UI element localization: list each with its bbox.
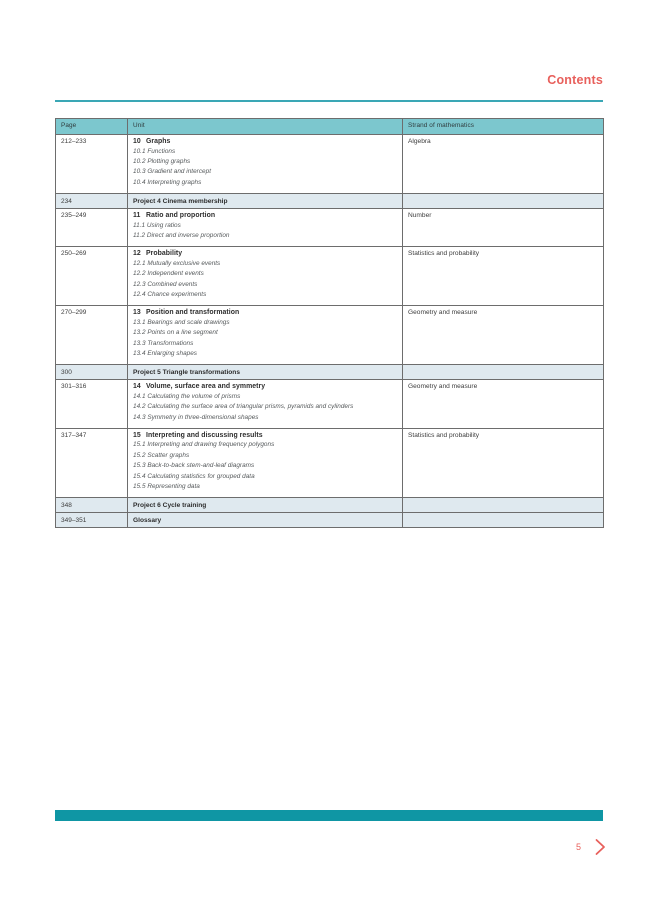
subsection-item: 15.4 Calculating statistics for grouped data: [133, 472, 255, 480]
unit-title: 14 Volume, surface area and symmetry: [133, 383, 266, 391]
table-row: [56, 428, 604, 497]
unit-title: 13 Position and transformation: [133, 309, 240, 317]
cell-strand: Statistics and probability: [403, 428, 604, 497]
subsection-item: 12.2 Independent events: [133, 270, 204, 278]
subsection-item: 10.1 Functions: [133, 147, 176, 155]
cell-page-range: 250–269: [56, 247, 128, 306]
unit-number: 10: [133, 138, 141, 145]
project-title: Project 5 Triangle transformations: [133, 368, 240, 376]
cell-unit: [128, 513, 403, 528]
cell-strand: [403, 365, 604, 380]
cell-page-range: 234: [56, 194, 128, 209]
table-header: [56, 119, 604, 135]
cell-strand: Number: [403, 209, 604, 247]
cell-unit: [128, 428, 403, 497]
subsection-item: 10.3 Gradient and intercept: [133, 168, 211, 176]
page-number: 5: [575, 841, 581, 852]
cell-page-range: 212–233: [56, 135, 128, 194]
cell-page-range: 235–249: [56, 209, 128, 247]
table-row: [56, 498, 604, 513]
cell-page-range: 317–347: [56, 428, 128, 497]
subsection-item: 14.1 Calculating the volume of prisms: [133, 392, 241, 400]
cell-strand: [403, 194, 604, 209]
table-row: [56, 247, 604, 306]
chevron-right-icon[interactable]: [594, 838, 607, 856]
subsection-item: 13.1 Bearings and scale drawings: [133, 318, 230, 326]
footer-navigation: [576, 838, 607, 856]
cell-unit: [128, 380, 403, 429]
cell-strand: Geometry and measure: [403, 380, 604, 429]
subsection-list: [133, 221, 398, 242]
unit-title: 15 Interpreting and discussing results: [133, 431, 263, 439]
table-header-row: [56, 119, 604, 135]
cell-unit: [128, 306, 403, 365]
table-row: [56, 306, 604, 365]
column-header-page: Page: [56, 119, 128, 135]
project-title: Project 6 Cycle training: [133, 501, 207, 509]
subsection-item: 13.2 Points on a line segment: [133, 329, 218, 337]
subsection-item: 10.2 Plotting graphs: [133, 157, 191, 165]
subsection-item: 12.1 Mutually exclusive events: [133, 259, 221, 267]
unit-number: 11: [133, 212, 141, 219]
table-row: [56, 513, 604, 528]
subsection-item: 10.4 Interpreting graphs: [133, 178, 202, 186]
subsection-item: 15.3 Back-to-back stem-and-leaf diagrams: [133, 462, 255, 470]
subsection-item: 15.1 Interpreting and drawing frequency polygons: [133, 441, 275, 449]
cell-strand: [403, 498, 604, 513]
cell-page-range: 349–351: [56, 513, 128, 528]
cell-unit: [128, 209, 403, 247]
cell-strand: Algebra: [403, 135, 604, 194]
subsection-list: [133, 392, 398, 423]
project-title: Project 4 Cinema membership: [133, 197, 228, 205]
table-row: [56, 380, 604, 429]
table-row: [56, 365, 604, 380]
subsection-item: 12.3 Combined events: [133, 280, 198, 288]
subsection-item: 11.1 Using ratios: [133, 221, 181, 229]
subsection-item: 13.4 Enlarging shapes: [133, 349, 198, 357]
cell-strand: Geometry and measure: [403, 306, 604, 365]
column-header-strand: Strand of mathematics: [403, 119, 604, 135]
cell-strand: Statistics and probability: [403, 247, 604, 306]
subsection-item: 14.3 Symmetry in three-dimensional shapes: [133, 413, 259, 421]
cell-page-range: 301–316: [56, 380, 128, 429]
cell-page-range: 270–299: [56, 306, 128, 365]
footer-bar: [55, 810, 603, 821]
unit-title: 12 Probability: [133, 250, 183, 258]
subsection-list: [133, 147, 398, 189]
cell-unit: [128, 247, 403, 306]
project-title: Glossary: [133, 516, 162, 524]
column-header-unit: Unit: [128, 119, 403, 135]
unit-title: 10 Graphs: [133, 138, 171, 145]
table-row: [56, 209, 604, 247]
unit-number: 15: [133, 431, 141, 439]
unit-number: 13: [133, 309, 141, 317]
subsection-item: 11.2 Direct and inverse proportion: [133, 231, 230, 239]
subsection-item: 12.4 Chance experiments: [133, 290, 207, 298]
header-rule: [55, 100, 603, 102]
cell-unit: [128, 498, 403, 513]
page-title: Contents: [547, 73, 603, 87]
subsection-list: [133, 318, 398, 360]
subsection-item: 15.2 Scatter graphs: [133, 451, 190, 459]
table-body: [56, 135, 604, 528]
page-header: [0, 0, 660, 110]
unit-number: 12: [133, 250, 141, 258]
table-row: [56, 135, 604, 194]
table-of-contents: [55, 118, 604, 528]
cell-unit: [128, 135, 403, 194]
subsection-list: [133, 259, 398, 301]
subsection-item: 14.2 Calculating the surface area of triangular prisms, pyramids and cylinders: [133, 403, 354, 411]
table-row: [56, 194, 604, 209]
cell-page-range: 300: [56, 365, 128, 380]
subsection-list: [133, 440, 398, 492]
subsection-item: 15.5 Representing data: [133, 482, 200, 490]
cell-page-range: 348: [56, 498, 128, 513]
cell-unit: [128, 194, 403, 209]
unit-title: 11 Ratio and proportion: [133, 212, 216, 219]
unit-number: 14: [133, 383, 141, 391]
cell-strand: [403, 513, 604, 528]
cell-unit: [128, 365, 403, 380]
subsection-item: 13.3 Transformations: [133, 339, 194, 347]
